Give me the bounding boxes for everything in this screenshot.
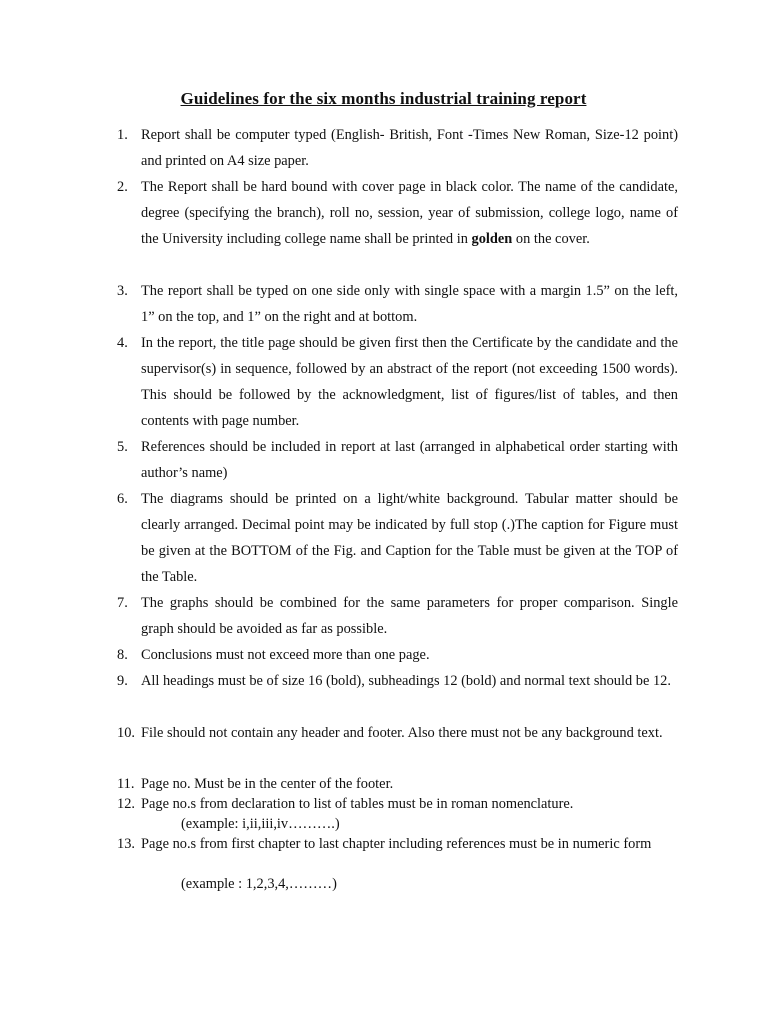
list-number: 12. — [117, 796, 135, 812]
example-roman: (example: i,ii,iii,iv……….) — [181, 816, 340, 832]
list-item-2 — [117, 174, 678, 252]
list-item-4 — [117, 330, 678, 434]
list-text: Page no.s from first chapter to last chapter including references must be in numeric form — [141, 836, 652, 852]
list-text: In the report, the title page should be given first then the Certificate by the candidate and the supervisor(s) in sequence, followed by an abstract of the report (not exceeding 1500 words). This should be followed by the acknowledgment, list of figures/list of tables, and then contents with page number. — [141, 335, 678, 429]
list-number: 2. — [117, 179, 128, 195]
list-item-3 — [117, 278, 678, 330]
list-item-12 — [117, 794, 678, 814]
list-text-part: on the cover. — [512, 231, 590, 247]
list-number: 5. — [117, 439, 128, 455]
list-item-11 — [117, 774, 678, 794]
list-item-7 — [117, 590, 678, 642]
list-number: 4. — [117, 335, 128, 351]
list-text: Report shall be computer typed (English- British, Font -Times New Roman, Size-12 point) and printed on A4 size paper. — [141, 127, 678, 169]
list-text: Page no.s from declaration to list of tables must be in roman nomenclature. — [141, 796, 574, 812]
list-item-8 — [117, 642, 678, 668]
example-numeric: (example : 1,2,3,4,………) — [181, 876, 337, 892]
list-number: 3. — [117, 283, 128, 299]
list-text — [141, 174, 678, 252]
list-item-10 — [117, 720, 678, 746]
list-number: 13. — [117, 836, 135, 852]
list-number: 8. — [117, 647, 128, 663]
list-item-1 — [117, 122, 678, 174]
list-text: All headings must be of size 16 (bold), subheadings 12 (bold) and normal text should be 12. — [141, 673, 671, 689]
list-text: File should not contain any header and footer. Also there must not be any background text. — [141, 725, 663, 741]
list-text: References should be included in report at last (arranged in alphabetical order starting with author’s name) — [141, 439, 678, 481]
list-number: 6. — [117, 491, 128, 507]
page-title: Guidelines for the six months industrial training report — [180, 89, 587, 108]
list-item-5 — [117, 434, 678, 486]
list-text: The report shall be typed on one side only with single space with a margin 1.5” on the left, 1” on the top, and 1” on the right and at bottom. — [141, 283, 678, 325]
list-text: Conclusions must not exceed more than one page. — [141, 647, 430, 663]
list-number: 1. — [117, 127, 128, 143]
list-item-9 — [117, 668, 678, 694]
list-text: The graphs should be combined for the same parameters for proper comparison. Single graph should be avoided as far as possible. — [141, 595, 678, 637]
list-number: 7. — [117, 595, 128, 611]
list-item-6 — [117, 486, 678, 590]
list-text-part: The Report shall be hard bound with cover page in black color. The name of the candidate, degree (specifying the branch), roll no, session, year of submission, college logo, name of the University including college name shall be printed in — [141, 179, 678, 247]
list-number: 10. — [117, 725, 135, 741]
bold-word: golden — [471, 231, 513, 247]
list-text: The diagrams should be printed on a light/white background. Tabular matter should be clearly arranged. Decimal point may be indicated by full stop (.)The caption for Figure must be given at the BOTTOM of the Fig. and Caption for the Table must be given at the TOP of the Table. — [141, 491, 678, 585]
list-item-13 — [117, 834, 678, 854]
list-number: 9. — [117, 673, 128, 689]
list-text: Page no. Must be in the center of the footer. — [141, 776, 394, 792]
list-number: 11. — [117, 776, 135, 792]
